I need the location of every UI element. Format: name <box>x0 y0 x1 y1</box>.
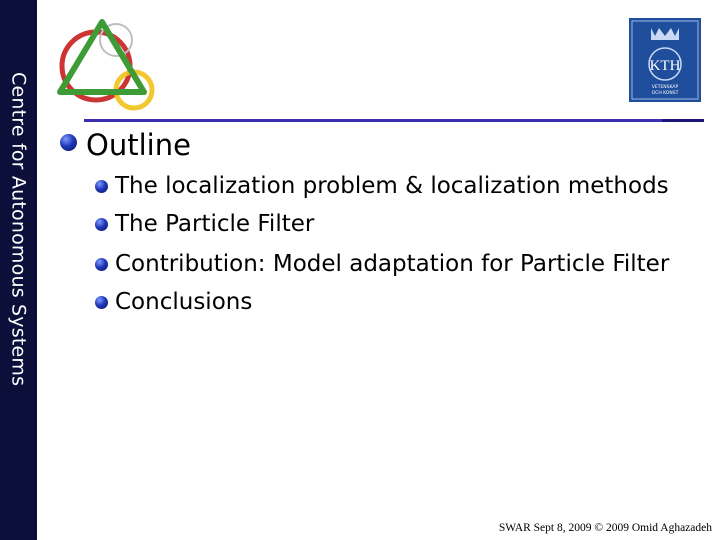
item-bullet-icon <box>95 180 108 193</box>
item-bullet-icon <box>95 218 108 231</box>
sidebar-title <box>0 0 37 540</box>
kth-crest-icon <box>629 18 701 102</box>
svg-text:VETENSKAP: VETENSKAP <box>651 85 679 90</box>
cas-logo <box>44 16 164 112</box>
outline-item: Contribution: Model adaptation for Particle Filter <box>115 251 670 277</box>
svg-text:OCH KONST: OCH KONST <box>651 91 679 96</box>
outline-item: The Particle Filter <box>115 211 315 237</box>
slide-heading: Outline <box>86 128 191 162</box>
svg-text:KTH: KTH <box>649 58 681 74</box>
heading-bullet-icon <box>60 134 77 151</box>
title-rule <box>84 119 704 122</box>
title-rule-shadow <box>662 119 704 122</box>
outline-item: The localization problem & localization methods <box>115 173 669 199</box>
item-bullet-icon <box>95 258 108 271</box>
item-bullet-icon <box>95 296 108 309</box>
footer-credit: SWAR Sept 8, 2009 © 2009 Omid Aghazadeh <box>498 522 712 534</box>
outline-item: Conclusions <box>115 289 253 315</box>
sidebar-title-text: Centre for Autonomous Systems <box>7 72 30 387</box>
kth-logo <box>629 18 701 102</box>
